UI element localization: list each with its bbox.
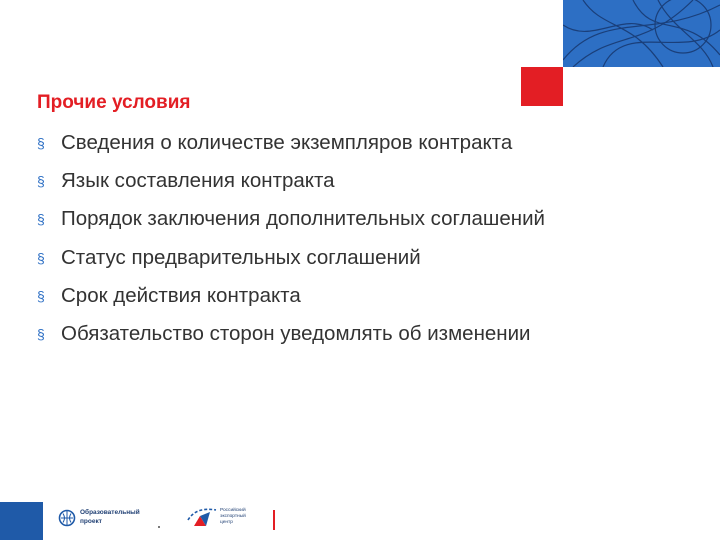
bullet-text: Язык составления контракта (61, 169, 335, 193)
slide-heading: Прочие условия (37, 92, 191, 113)
logo1-text (80, 508, 140, 526)
logo2-line2: экспортный (220, 514, 246, 519)
logo1-line2: проект (80, 518, 102, 525)
logo2-line1: Российский (220, 508, 246, 513)
bullet-text: Срок действия контракта (61, 283, 301, 307)
square-bullet-icon: § (37, 211, 45, 228)
decorative-red-square (521, 67, 563, 106)
footer-divider (273, 510, 275, 530)
globe-logo-icon (58, 509, 76, 527)
square-bullet-icon: § (37, 325, 45, 342)
square-bullet-icon: § (37, 173, 45, 190)
bullet-text: Сведения о количестве экземпляров контракта (61, 131, 513, 154)
footer-blue-square (0, 502, 43, 540)
square-bullet-icon: § (37, 287, 45, 304)
logo2-line3: центр (220, 520, 233, 525)
bullet-text: Статус предварительных соглашений (61, 245, 421, 269)
decorative-blue-pattern (563, 0, 720, 67)
logo2-text (220, 508, 246, 526)
export-center-logo-icon (186, 506, 218, 528)
square-bullet-icon: § (37, 249, 45, 266)
footer-dot (158, 526, 160, 528)
logo1-line1: Образовательный (80, 509, 140, 516)
square-bullet-icon: § (37, 135, 45, 151)
bullet-text: Обязательство сторон уведомлять об изменении (61, 321, 531, 345)
bullet-text: Порядок заключения дополнительных соглашений (61, 207, 545, 231)
